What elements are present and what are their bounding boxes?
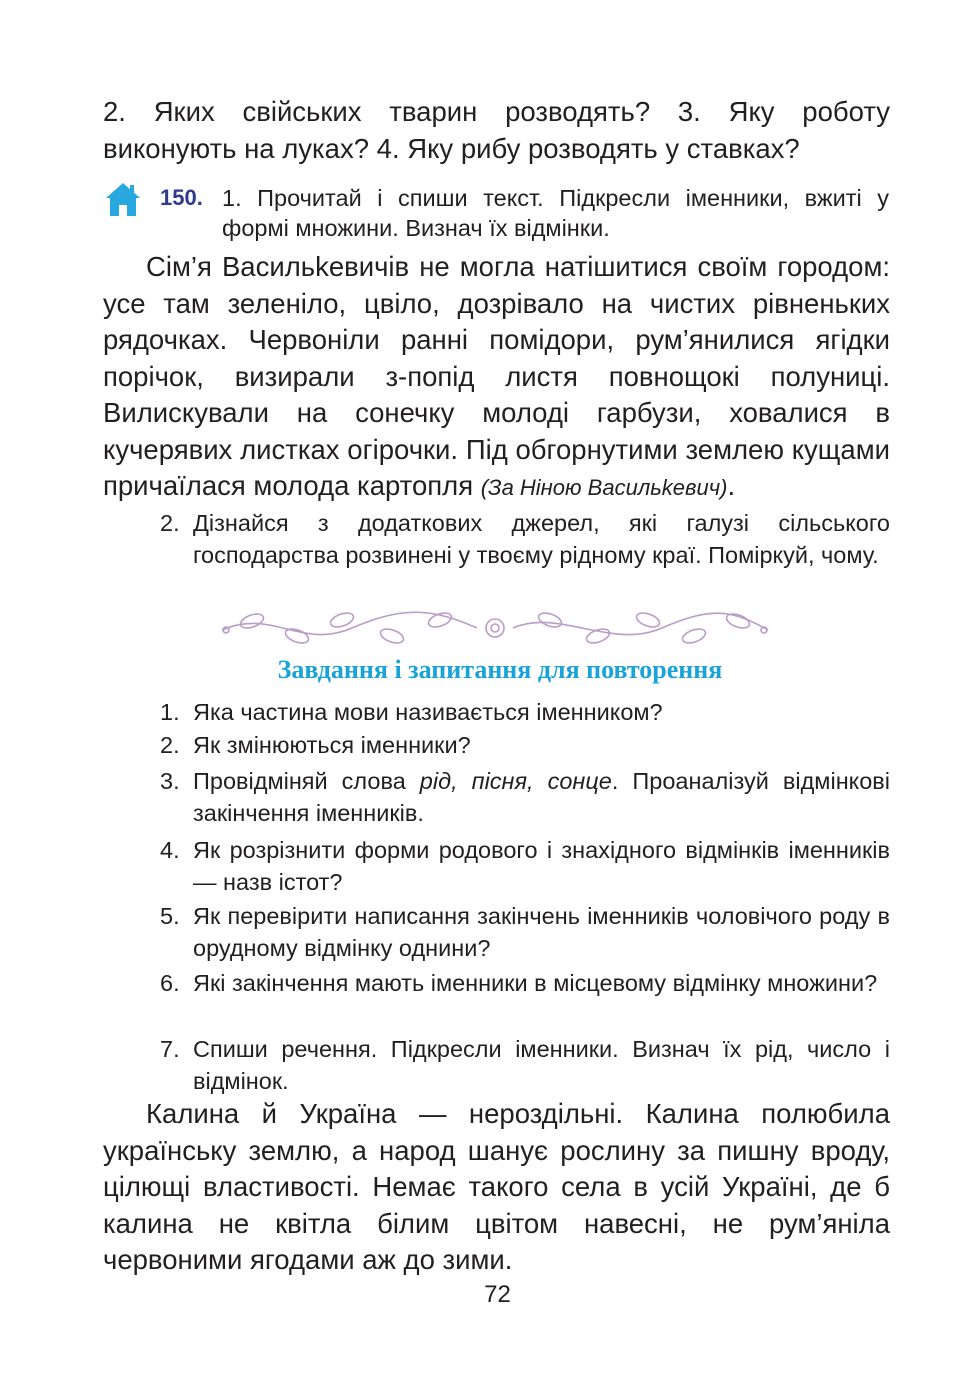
- task-source: (За Ніною Васильkевич): [480, 475, 728, 500]
- review-item-4: [160, 834, 890, 898]
- task-item-2-text: Дізнайся з додаткових джерел, які галузі сільського господарства розвинені у твоєму рідному краї. Поміркуй, чому.: [193, 510, 890, 568]
- review-item-1: [160, 696, 890, 728]
- review-item-number: 5.: [160, 903, 180, 929]
- floral-divider-ornament: [212, 606, 778, 652]
- page-number: 72: [484, 1281, 511, 1308]
- task-source-end: .: [727, 470, 736, 501]
- review-item-text: Як змінюються іменники?: [193, 732, 471, 758]
- section-title: Завдання і запитання для повторення: [277, 655, 723, 684]
- review-item-7: [160, 1033, 890, 1097]
- review-item-2: [160, 729, 890, 761]
- review-item-3-after: . Проаналізуй відмінкові закінчення іменників.: [193, 768, 890, 826]
- review-item-5: [160, 900, 890, 964]
- intro-paragraph: 2. Яких свійських тварин розводять? 3. Яку роботу виконують на луках? 4. Яку рибу розводять у ставках?: [103, 96, 890, 164]
- review-item-number: 3.: [160, 768, 180, 794]
- task-item-2: [160, 507, 890, 571]
- review-item-number: 2.: [160, 732, 180, 758]
- review-item-text: Які закінчення мають іменники в місцевому відмінку множини?: [193, 970, 878, 996]
- task-item-2-number: 2.: [160, 510, 180, 536]
- review-item-number: 4.: [160, 837, 180, 863]
- review-item-text: Спиши речення. Підкресли іменники. Визнач їх рід, число і відмінок.: [193, 1036, 890, 1094]
- review-item-text: Як розрізнити форми родового і знахідного відмінків іменників — назв істот?: [193, 837, 890, 895]
- task-number: 150.: [160, 185, 203, 210]
- review-item-text: Як перевірити написання закінчень іменників чоловічого роду в орудному відмінку однини?: [193, 903, 890, 961]
- review-item-text: Яка частина мови називається іменником?: [193, 699, 663, 725]
- review-item-number: 1.: [160, 699, 180, 725]
- review-item-text: [193, 765, 890, 829]
- task-instruction: 1. Прочитай і спиши текст. Підкресли іменники, вжиті у формі множини. Визнач їх відмінки.: [222, 185, 889, 241]
- review-item-3-italic: рід, пісня, сонце: [419, 768, 612, 794]
- task-text-body: Сім’я Васильkевичів не могла натішитися своїм городом: усе там зеленіло, цвіло, дозрівало на чистих рівненьких рядочках. Червоніли ранні помідори, рум’янилися ягідки порічок, визирали з-попід листя повнощокі полуниці. Вилискували на сонечку молоді гарбузи, ховалися в кучерявих листках огірочки. Під обгорнутими землею кущами причаїлася молода картопля: [103, 251, 890, 501]
- task-text: [103, 249, 890, 507]
- closing-paragraph: Калина й Україна — нероздільні. Калина полюбила українську землю, а народ шанує рослину за пишну вроду, цілющі властивості. Немає такого села в усій Україні, де б калина не квітла білим цвітом навесні, не рум’яніла червоними ягодами аж до зими.: [103, 1098, 890, 1275]
- review-item-3-before: Провідміняй слова: [193, 768, 420, 794]
- home-icon: [104, 181, 142, 219]
- review-item-number: 7.: [160, 1036, 180, 1062]
- review-item-3: [160, 765, 890, 829]
- review-item-6: [160, 967, 890, 999]
- review-item-number: 6.: [160, 970, 180, 996]
